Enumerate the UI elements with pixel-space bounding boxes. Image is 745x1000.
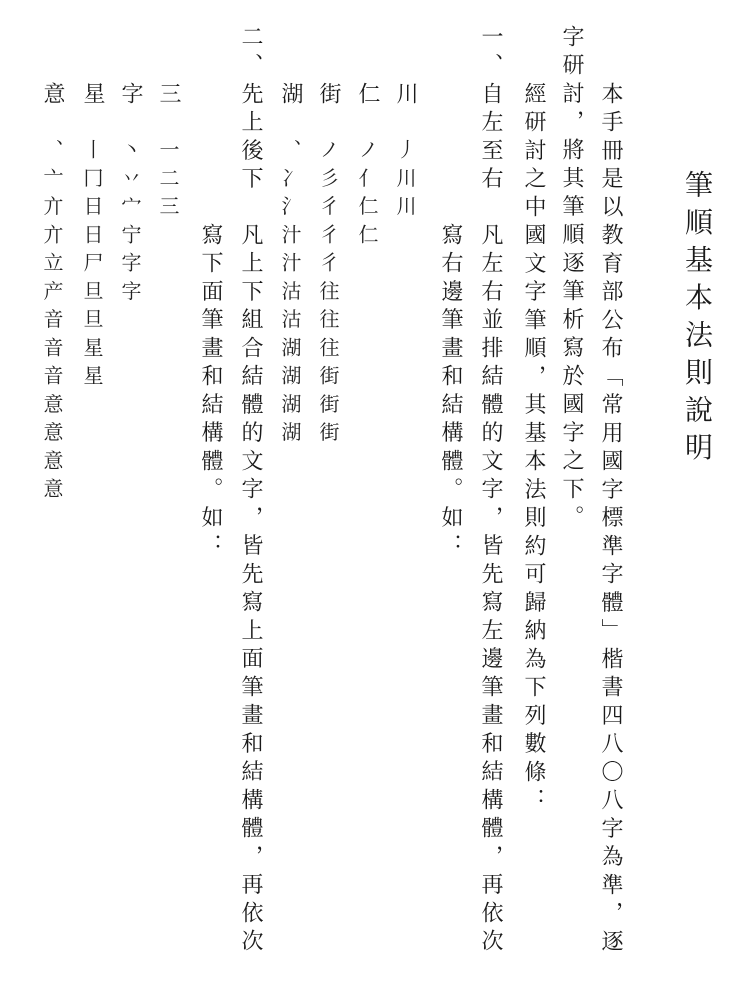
rule-name: 自左至右	[478, 81, 503, 195]
stroke-sequence: 、亠亣亣立产音音音意意意意	[40, 139, 64, 507]
example-char: 字	[118, 81, 143, 110]
intro-line-1: 本手冊是以教育部公布「常用國字標準字體」楷書四八〇八字為準，逐	[598, 81, 623, 958]
stroke-sequence: 丿川川	[393, 139, 417, 224]
rule-number: 一、	[478, 25, 503, 82]
page-title: 筆順基本法則說明	[681, 170, 714, 470]
stroke-sequence: 、冫氵汁汁沽沽湖湖湖湖	[278, 139, 302, 450]
stroke-sequence: 丶丷宀宁字字	[118, 139, 142, 309]
rule-continuation: 寫右邊筆畫和結構體。如：	[438, 222, 463, 562]
example-char: 川	[393, 81, 418, 110]
example-char: 意	[40, 81, 65, 110]
intro-line-3: 經研討之中國文字筆順，其基本法則約可歸納為下列數條：	[521, 81, 546, 816]
stroke-sequence: 丨冂日日尸旦旦星星	[80, 139, 104, 394]
example-char: 星	[80, 81, 105, 110]
rule-text: 凡左右並排結體的文字，皆先寫左邊筆畫和結構體，再依次	[478, 222, 503, 958]
stroke-sequence: ノ亻仁仁	[355, 139, 379, 253]
stroke-sequence: 一二三	[156, 139, 180, 224]
stroke-sequence: ノ彡彳彳彳往往往街街街	[316, 139, 340, 450]
rule-number: 二、	[238, 25, 263, 82]
example-char: 街	[316, 81, 341, 110]
example-char: 三	[156, 81, 181, 110]
intro-line-2: 字研討，將其筆順逐筆析寫於國字之下。	[559, 25, 584, 534]
rule-text: 凡上下組合結體的文字，皆先寫上面筆畫和結構體，再依次	[238, 222, 263, 958]
rule-continuation: 寫下面筆畫和結構體。如：	[198, 222, 223, 562]
example-char: 仁	[355, 81, 380, 110]
rule-name: 先上後下	[238, 81, 263, 195]
example-char: 湖	[278, 81, 303, 110]
